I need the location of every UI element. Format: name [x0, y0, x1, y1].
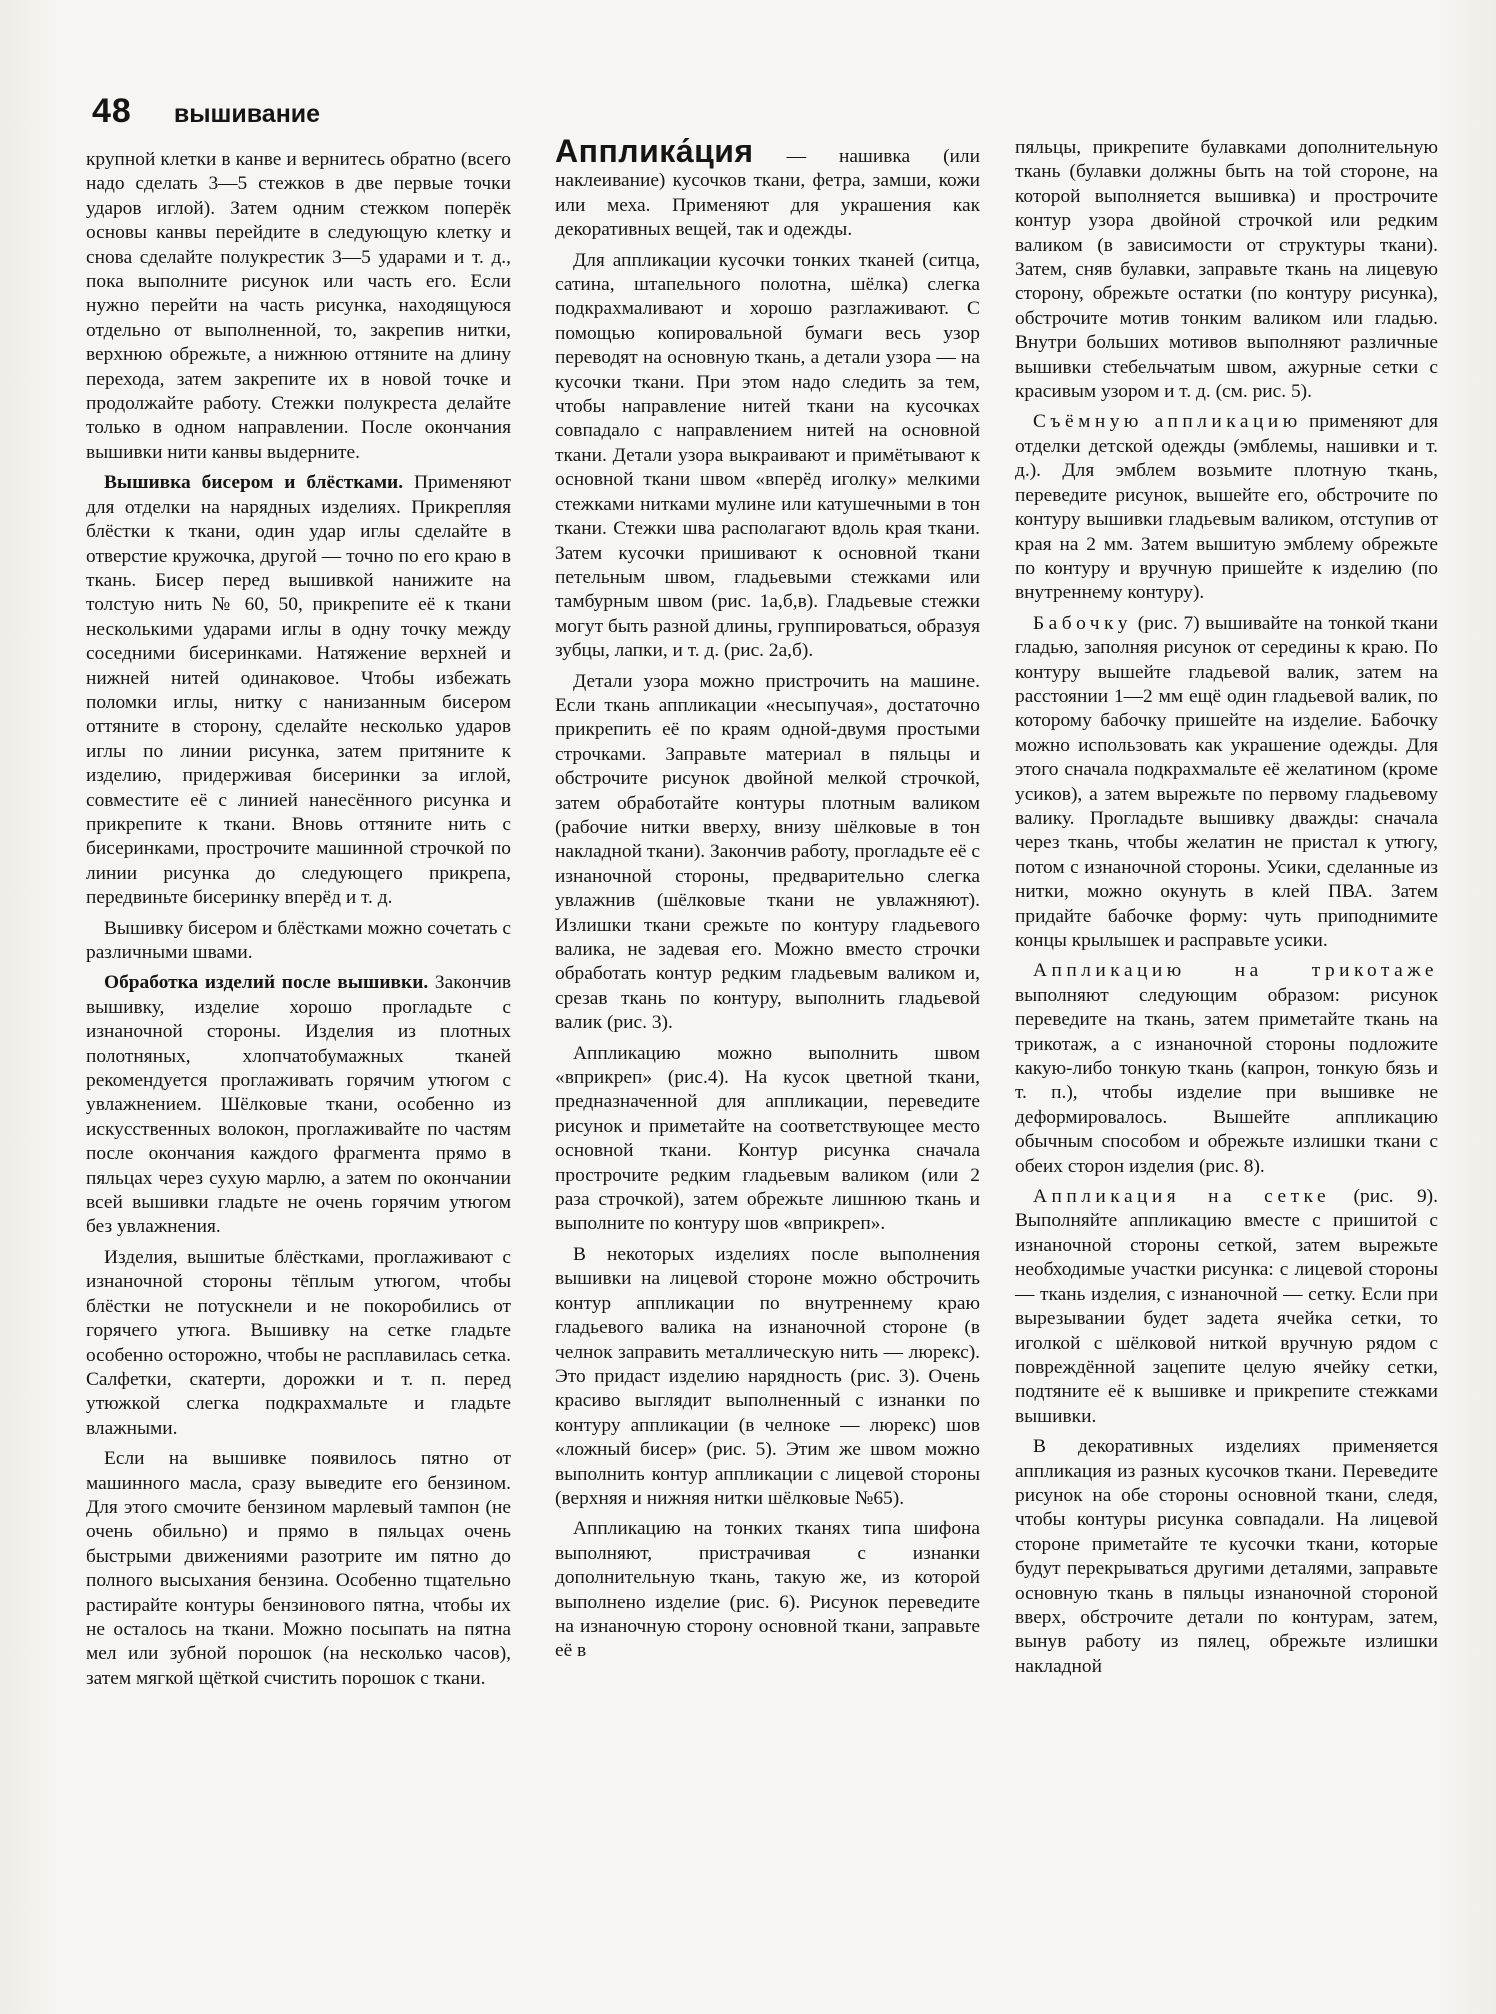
- paragraph-heading: Вышивка бисером и блёстками.: [104, 472, 404, 494]
- dictionary-term: Апплика́ция: [555, 133, 754, 169]
- paragraph: крупной клетки в канве и вернитесь обратно (всего надо сделать 3—5 стежков в две первые точки ударов иглой). Затем одним стежком поперёк основы канвы перейдите в следующую клетку и снова сделайте полукрестик 3—5 ударами и т. д., пока выполните рисунок или часть его. Если нужно перейти на часть рисунка, находящуюся отдельно от выполненной, то, закрепив нитки, верхнюю обрежьте, а нижнюю оттяните на длину перехода, затем закрепите их в новой точке и продолжайте работу. Стежки полукреста делайте только в одном направлении. После окончания вышивки нити канвы выдерните.: [86, 149, 511, 463]
- paragraph: [86, 471, 511, 910]
- paragraph: [1015, 1185, 1438, 1429]
- paragraph: Аппликацию на тонких тканях типа шифона выполняют, пристрачивая с изнанки дополнительную ткань, такую же, из которой выполнено изделие (рис. 6). Рисунок переведите на изнаночную сторону основной ткани, заправьте её в: [555, 1518, 980, 1662]
- paragraph: Изделия, вышитые блёстками, проглаживают с изнаночной стороны тёплым утюгом, чтобы блёстки не потускнели и не покоробились от горячего утюга. Вышивку на сетке гладьте особенно осторожно, чтобы не расплавилась сетка. Салфетки, скатерти, дорожки и т. п. перед утюжкой слегка подкрахмальте и гладьте влажными.: [86, 1246, 511, 1439]
- paragraph-text: (рис. 9). Выполняйте аппликацию вместе с пришитой с изнаночной стороны сеткой, затем вырежьте необходимые участки рисунка: с лицевой стороны — ткань изделия, с изнаночной — сетку. Если при вырезывании будет задета ячейка сетки, то иголкой с шёлковой ниткой вручную рядом с повреждённой зацепите целую ячейку сетки, подтяните её к вышивке и прикрепите стежками вышивки.: [1015, 1186, 1438, 1427]
- paragraph: пяльцы, прикрепите булавками дополнительную ткань (булавки должны быть на той стороне, на которой выполняется вышивка) и прострочите контур узора двойной строчкой или редким валиком (в зависимости от структуры ткани). Затем, сняв булавки, заправьте ткань на лицевую сторону, обрежьте остатки (по контуру рисунка), обстрочите мотив тонким валиком или гладью. Внутри больших мотивов выполняют различные вышивки стебельчатым швом, ажурные сетки с красивым узором и т. д. (см. рис. 5).: [1015, 137, 1438, 403]
- text-column-1: [86, 148, 511, 1697]
- paragraph: Аппликацию можно выполнить швом «вприкреп» (рис.4). На кусок цветной ткани, предназначенной для аппликации, переведите рисунок и приметайте на соответствующее место основной ткани. Контур рисунка сначала прострочите редким гладьевым валиком (или 2 раза строчкой), затем обрежьте лишнюю ткань и выполните по контуру шов «вприкреп».: [555, 1042, 980, 1235]
- paragraph-text: (рис. 7) вышивайте на тонкой ткани гладью, заполняя рисунок от середины к краю. По контуру вышейте гладьевой валик, затем на расстоянии 1—2 мм ещё один гладьевой валик, по которому бабочку пришейте на изделие. Бабочку можно использовать как украшение одежды. Для этого сначала подкрахмальте её желатином (кроме усиков), а затем вырежьте по первому гладьевому валику. Прогладьте вышивку дважды: сначала через ткань, чтобы желатин не пристал к утюгу, потом с изнаночной стороны. Усики, сделанные из нитки, можно окунуть в клей ПВА. Затем придайте бабочке форму: чуть приподнимите концы крылышек и расправьте усики.: [1015, 612, 1438, 951]
- text-column-3: [1015, 136, 1438, 1685]
- paragraph: В некоторых изделиях после выполнения вышивки на лицевой стороне можно обстрочить контур аппликации по внутреннему краю гладьевого валика на изнаночной стороне (в челнок заправить металлическую нить — люрекс). Это придаст изделию нарядность (рис. 3). Очень красиво выглядит выполненный с изнанки по контуру аппликации (в челноке — люрекс) шов «ложный бисер» (рис. 5). Этим же швом можно выполнить контур аппликации с лицевой стороны (верхняя и нижняя нитки шёлковые №65).: [555, 1243, 980, 1509]
- paragraph: Детали узора можно пристрочить на машине. Если ткань аппликации «несыпучая», достаточно прикрепить её по краям одной-двумя простыми строчками. Заправьте материал в пяльцы и обстрочите рисунок двойной мелкой строчкой, затем обработайте контуры плотным валиком (рабочие нитки вверху, внизу шёлковые в тон накладной ткани). Закончив работу, прогладьте её с изнаночной стороны, предварительно слегка увлажнив (шёлковые ткани не увлажняют). Излишки ткани срежьте по контуру гладьевого валика, не задевая его. Можно вместо строчки обработать контур редким гладьевым валиком и, срезав ткань по контуру, выполнить гладьевой валик (рис. 3).: [555, 670, 980, 1034]
- paragraph: [555, 133, 980, 243]
- page-header: [92, 92, 320, 131]
- text-column-2: [555, 133, 980, 1670]
- paragraph: Если на вышивке появилось пятно от машинного масла, сразу выведите его бензином. Для этого смочите бензином марлевый тампон (не очень обильно) и прямо в пяльцах очень быстрыми движениями разотрите им пятно до полного высыхания бензина. Особенно тщательно растирайте контуры бензинового пятна, чтобы их не осталось на ткани. Можно посыпать на пятна мел или зубной порошок (на несколько часов), затем мягкой щёткой счистить порошок с ткани.: [86, 1448, 511, 1689]
- section-title: вышивание: [173, 100, 321, 128]
- paragraph-text: Применяют для отделки на нарядных изделиях. Прикрепляя блёстки к ткани, один удар иглы сделайте в отверстие кружочка, другой — точно по его краю в ткань. Бисер перед вышивкой нанижите на толстую нить № 60, 50, прикрепите её к ткани несколькими ударами иглы в одну точку между соседними бисеринками. Натяжение верхней и нижней нитей одинаковое. Чтобы избежать поломки иглы, нитку с нанизанным бисером оттяните в сторону, сделайте несколько ударов иглы по линии рисунка, затем притяните к изделию, придерживая бисеринки за иглой, совместите её с линией нанесённого рисунка и прикрепите к ткани. Вновь оттяните нить с бисеринками, прострочите машинной строчкой по линии рисунка до следующего прикрепа, передвиньте бисеринку вперёд и т. д.: [86, 472, 511, 909]
- spaced-term: Съёмную аппликацию: [1033, 411, 1302, 433]
- paragraph-heading: Обработка изделий после вышивки.: [104, 972, 429, 994]
- paragraph: [1015, 612, 1438, 954]
- spaced-term: Аппликация на сетке: [1033, 1186, 1331, 1208]
- paragraph: [1015, 410, 1438, 605]
- paragraph: В декоративных изделиях применяется аппликация из разных кусочков ткани. Переведите рисунок на обе стороны основной ткани, следя, чтобы контуры рисунка совпадали. На лицевой стороне приметайте те кусочки ткани, которые будут перекрываться другими деталями, заправьте основную ткань в пяльцы изнаночной стороной вверх, обстрочите детали по контурам, затем, вынув работу из пялец, обрежьте излишки накладной: [1015, 1436, 1438, 1677]
- paragraph: Для аппликации кусочки тонких тканей (ситца, сатина, штапельного полотна, шёлка) слегка подкрахмаливают и хорошо разглаживают. С помощью копировальной бумаги весь узор переводят на основную ткань, а детали узора — на кусочки ткани. При этом надо следить за тем, чтобы направление нитей ткани на кусочках совпадало с направлением нитей на основной ткани. Детали узора выкраивают и примётывают к основной ткани швом «вперёд иголку» мелкими стежками нитками мулине или катушечными в тон ткани. Стежки шва располагают вдоль края ткани. Затем кусочки пришивают к основной ткани петельным швом, гладьевыми стежками или тамбурным швом (рис. 1а,б,в). Гладьевые стежки могут быть разной длины, группироваться, образуя зубцы, лапки, и т. д. (рис. 2а,б).: [555, 249, 980, 662]
- paragraph: [1015, 959, 1438, 1179]
- paragraph-text: применяют для отделки детской одежды (эмблемы, нашивки и т. д.). Для эмблем возьмите плотную ткань, переведите рисунок, вышейте его, обстрочите по контуру вышивки гладьевым валиком, отступив от края на 2 мм. Затем вышитую эмблему обрежьте по контуру и вручную пришейте к изделию (по внутреннему контуру).: [1015, 411, 1438, 604]
- paragraph: Вышивку бисером и блёстками можно сочетать с различными швами.: [86, 917, 511, 963]
- paragraph-text: выполняют следующим образом: рисунок переведите на ткань, затем приметайте ткань на трикотаж, а с изнаночной стороны подложите какую-либо тонкую ткань (капрон, тонкую бязь и т. п.), чтобы изделие при вышивке не деформировалось. Вышейте аппликацию обычным способом и обрежьте излишки ткани с обеих сторон изделия (рис. 8).: [1015, 984, 1438, 1177]
- spaced-term: Бабочку: [1033, 612, 1132, 634]
- paragraph-text: Закончив вышивку, изделие хорошо прогладьте с изнаночной стороны. Изделия из плотных полотняных, хлопчатобумажных тканей рекомендуется проглаживать горячим утюгом с увлажнением. Шёлковые ткани, особенно из искусственных волокон, проглаживайте по частям после окончания каждого фрагмента прямо в пяльцах через сухую марлю, а затем по окончании всей вышивки гладьте не очень горячим утюгом без увлажнения.: [86, 972, 512, 1238]
- page-number: 48: [92, 92, 132, 130]
- paragraph-text: — нашивка (или наклеивание) кусочков ткани, фетра, замши, кожи или меха. Применяют для украшения как декоративных вещей, так и одежды.: [555, 146, 980, 241]
- paragraph: [86, 971, 511, 1239]
- spaced-term: Аппликацию на трикотаже: [1033, 960, 1438, 982]
